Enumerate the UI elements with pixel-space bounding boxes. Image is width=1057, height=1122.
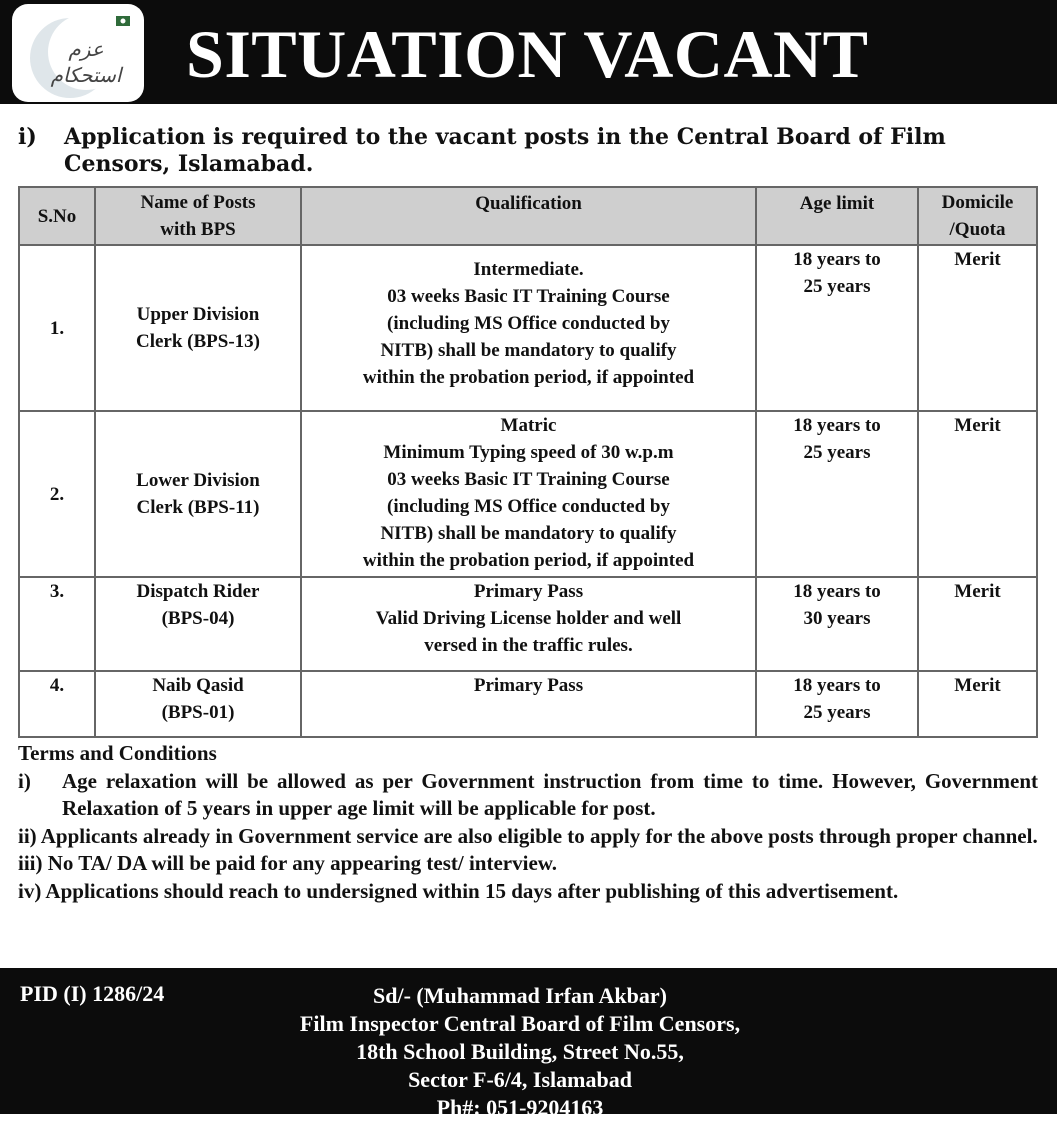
header-domicile: Domicile /Quota [918,187,1037,245]
signatory-name: Sd/- (Muhammad Irfan Akbar) [373,983,667,1008]
row-qualification: Primary Pass Valid Driving License holder and well versed in the traffic rules. [301,577,756,671]
row-post: Lower Division Clerk (BPS-11) [95,411,301,577]
azm-e-istehkam-logo [12,4,144,102]
page-title: SITUATION VACANT [186,16,869,92]
intro-number: i) [18,124,37,150]
row-age: 18 years to 25 years [756,671,918,737]
header-age: Age limit [756,187,918,245]
logo-text-line2: استحکام [50,63,122,87]
term-item: iii) No TA/ DA will be paid for any appearing test/ interview. [18,851,558,875]
terms-and-conditions [18,740,1038,905]
intro-text: Application is required to the vacant posts in the Central Board of Film Censors, Islamabad. [64,124,946,177]
row-post: Naib Qasid (BPS-01) [95,671,301,737]
logo-text-line1: عزم [68,37,104,61]
term-item: i) Age relaxation will be allowed as per Government instruction from time to time. However, Government Relaxation of 5 years in upper age limit will be applicable for post. [18,768,1038,820]
logo-emblem-icon [12,4,144,102]
row-sno: 1. [19,245,95,411]
signatory-designation: Film Inspector Central Board of Film Censors, [299,1011,741,1036]
table-row [19,671,1037,737]
row-age: 18 years to 25 years [756,411,918,577]
row-domicile: Merit [918,671,1037,737]
row-qualification: Primary Pass [301,671,756,737]
row-sno: 2. [19,411,95,577]
address-line2: Sector F-6/4, Islamabad [408,1067,632,1092]
header-post: Name of Posts with BPS [95,187,301,245]
footer-banner [0,968,1057,1120]
row-qualification: Intermediate. 03 weeks Basic IT Training Course (including MS Office conducted by NITB) shall be mandatory to qualify within the probation period, if appointed [301,245,756,411]
row-qualification: Matric Minimum Typing speed of 30 w.p.m 03 weeks Basic IT Training Course (including MS Office conducted by NITB) shall be mandatory to qualify within the probation period, if appointed [301,411,756,577]
row-sno: 4. [19,671,95,737]
pid-number: PID (I) 1286/24 [20,981,165,1006]
row-domicile: Merit [918,411,1037,577]
term-item: ii) Applicants already in Government service are also eligible to apply for the above posts through proper channel. [18,823,1038,848]
row-age: 18 years to 30 years [756,577,918,671]
signature-block [200,982,840,1122]
table-header-row [19,187,1037,245]
table-row [19,577,1037,671]
header-banner [0,0,1057,104]
header-sno: S.No [19,187,95,245]
phone-number: Ph#: 051-9204163 [436,1095,604,1120]
row-domicile: Merit [918,245,1037,411]
table-row [19,411,1037,577]
row-sno: 3. [19,577,95,671]
row-post: Upper Division Clerk (BPS-13) [95,245,301,411]
row-post: Dispatch Rider (BPS-04) [95,577,301,671]
row-age: 18 years to 25 years [756,245,918,411]
row-domicile: Merit [918,577,1037,671]
terms-title: Terms and Conditions [18,741,217,765]
address-line1: 18th School Building, Street No.55, [356,1039,684,1064]
term-item: iv) Applications should reach to undersigned within 15 days after publishing of this advertisement. [18,878,899,903]
vacancy-table [18,186,1038,738]
table-row [19,245,1037,411]
header-qualification: Qualification [301,187,756,245]
